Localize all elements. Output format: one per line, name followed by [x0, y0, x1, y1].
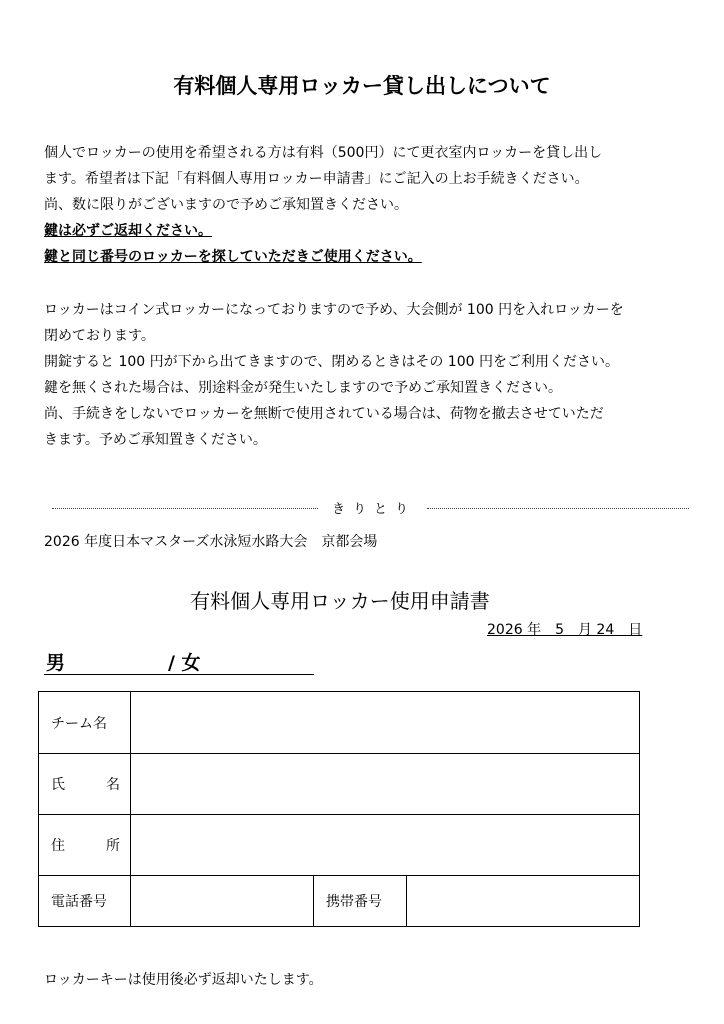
note-line-3: 開錠すると 100 円が下から出てきますので、閉めるときはその 100 円をご利用ください。: [44, 354, 619, 370]
form-title: 有料個人専用ロッカー使用申請書: [190, 589, 490, 613]
intro-line-1: 個人でロッカーの使用を希望される方は有料（500円）にて更衣室内ロッカーを貸し出し: [44, 145, 603, 161]
emphasis-same-number: 鍵と同じ番号のロッカーを探していただきご使用ください。: [44, 249, 422, 265]
address-row: [39, 815, 640, 876]
cut-line-left: [52, 508, 318, 509]
phone-input-cell[interactable]: [131, 876, 314, 927]
mobile-label: 携帯番号: [314, 876, 407, 927]
note-line-5: 尚、手続きをしないでロッカーを無断で使用されている場合は、荷物を撤去させていただ: [44, 406, 604, 422]
note-line-2: 閉めております。: [44, 328, 155, 344]
gender-male: 男: [46, 652, 66, 674]
address-input-cell[interactable]: [131, 815, 640, 876]
name-row: [39, 754, 640, 815]
application-form-table: [38, 691, 640, 927]
address-label-a: 住: [51, 838, 65, 854]
name-label-b: 名: [106, 777, 120, 793]
name-label-a: 氏: [51, 777, 65, 793]
cut-line-right: [427, 508, 689, 509]
name-input-cell[interactable]: [131, 754, 640, 815]
phone-label: 電話番号: [39, 876, 131, 927]
intro-line-3: 尚、数に限りがございますので予めご承知置きください。: [44, 197, 408, 213]
gender-field[interactable]: [44, 648, 314, 675]
team-row: [39, 692, 640, 754]
form-date: 2026 年 5 月 24 日: [487, 622, 643, 638]
note-line-4: 鍵を無くされた場合は、別途料金が発生いたしますので予めご承知置きください。: [44, 380, 562, 396]
footer-note: ロッカーキーは使用後必ず返却いたします。: [44, 972, 323, 988]
team-input-cell[interactable]: [131, 692, 640, 754]
address-label-b: 所: [106, 838, 120, 854]
intro-line-2: ます。希望者は下記「有料個人専用ロッカー申請書」にご記入の上お手続きください。: [44, 171, 589, 187]
mobile-input-cell[interactable]: [407, 876, 640, 927]
emphasis-return-key: 鍵は必ずご返却ください。: [44, 223, 212, 239]
note-line-1: ロッカーはコイン式ロッカーになっておりますので予め、大会側が 100 円を入れロッカーを: [44, 302, 624, 318]
event-name: 2026 年度日本マスターズ水泳短水路大会 京都会場: [44, 534, 378, 550]
phone-row: [39, 876, 640, 927]
gender-female: / 女: [168, 652, 201, 674]
name-label: [39, 754, 131, 815]
address-label: [39, 815, 131, 876]
note-line-6: きます。予めご承知置きください。: [44, 432, 267, 448]
cut-label: きりとり: [332, 502, 417, 517]
team-label: チーム名: [39, 692, 131, 754]
page-title: 有料個人専用ロッカー貸し出しについて: [173, 74, 551, 98]
